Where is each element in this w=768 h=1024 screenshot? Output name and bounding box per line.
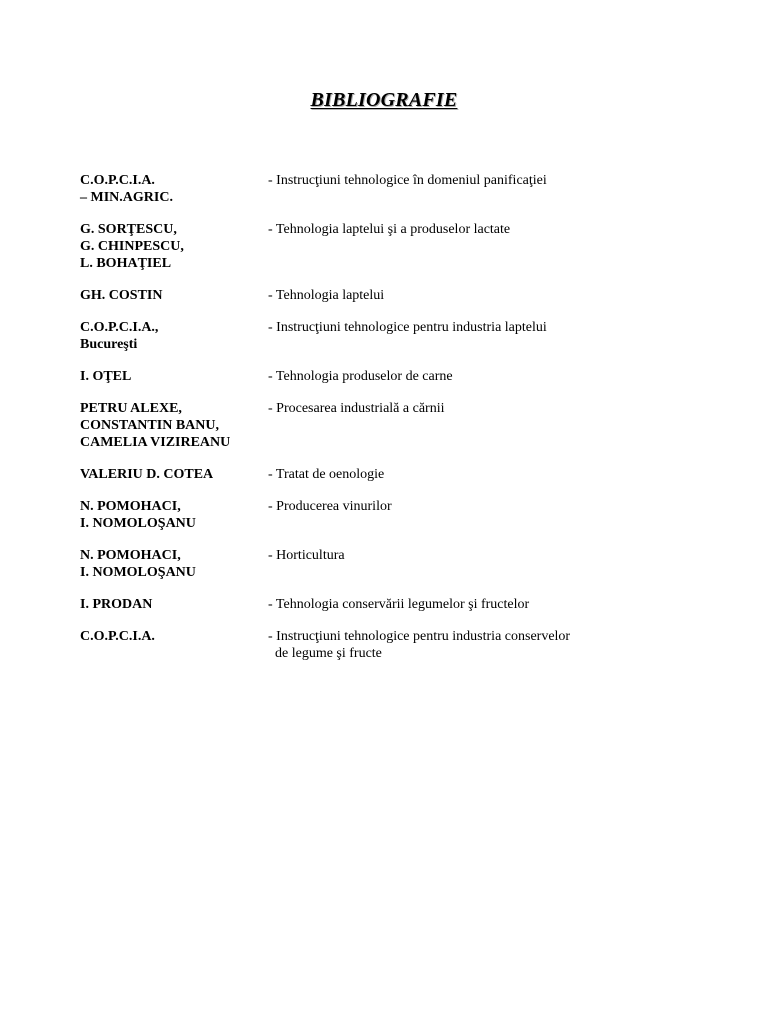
- bibliography-entry: [80, 596, 700, 613]
- author-line: C.O.P.C.I.A.: [80, 173, 155, 188]
- author-line: L. BOHAŢIEL: [80, 256, 172, 271]
- entry-work: [268, 466, 700, 483]
- bibliography-entry: [80, 400, 700, 451]
- entry-authors: [80, 498, 268, 532]
- work-title: - Tehnologia laptelui: [268, 288, 385, 303]
- bibliography-list: [80, 172, 700, 677]
- entry-authors: [80, 172, 268, 206]
- author-line: CAMELIA VIZIREANU: [80, 435, 231, 450]
- work-title: - Tehnologia conservării legumelor şi fructelor: [268, 597, 530, 612]
- author-line: G. SORŢESCU,: [80, 222, 177, 237]
- work-title: - Tehnologia produselor de carne: [268, 369, 453, 384]
- entry-authors: [80, 547, 268, 581]
- author-line: Bucureşti: [80, 337, 138, 352]
- entry-work: [268, 596, 700, 613]
- entry-authors: [80, 596, 268, 613]
- author-line: I. NOMOLOŞANU: [80, 565, 196, 580]
- entry-work: [268, 547, 700, 581]
- bibliography-entry: [80, 466, 700, 483]
- author-line: I. NOMOLOŞANU: [80, 516, 196, 531]
- page-title: BIBLIOGRAFIE: [310, 89, 458, 111]
- author-line: G. CHINPESCU,: [80, 239, 184, 254]
- entry-work: [268, 221, 700, 272]
- author-line: C.O.P.C.I.A.: [80, 629, 155, 644]
- work-title: - Instrucţiuni tehnologice pentru industria conservelor: [268, 629, 571, 644]
- entry-authors: [80, 628, 268, 662]
- work-title: - Instrucţiuni tehnologice pentru industria laptelui: [268, 320, 547, 335]
- work-title: - Tratat de oenologie: [268, 467, 385, 482]
- author-line: C.O.P.C.I.A.,: [80, 320, 159, 335]
- author-line: GH. COSTIN: [80, 288, 163, 303]
- author-line: I. PRODAN: [80, 597, 153, 612]
- bibliography-entry: [80, 368, 700, 385]
- entry-work: [268, 628, 700, 662]
- bibliography-entry: [80, 287, 700, 304]
- entry-work: [268, 172, 700, 206]
- entry-authors: [80, 319, 268, 353]
- entry-authors: [80, 466, 268, 483]
- entry-authors: [80, 368, 268, 385]
- bibliography-entry: [80, 221, 700, 272]
- entry-authors: [80, 400, 268, 451]
- entry-work: [268, 287, 700, 304]
- work-title: - Procesarea industrială a cărnii: [268, 401, 445, 416]
- author-line: I. OŢEL: [80, 369, 132, 384]
- author-line: VALERIU D. COTEA: [80, 467, 214, 482]
- work-title-continuation: de legume şi fructe: [268, 646, 382, 661]
- bibliography-entry: [80, 498, 700, 532]
- work-title: - Horticultura: [268, 548, 345, 563]
- entry-work: [268, 368, 700, 385]
- entry-work: [268, 400, 700, 451]
- entry-authors: [80, 221, 268, 272]
- bibliography-entry: [80, 172, 700, 206]
- work-title: - Producerea vinurilor: [268, 499, 392, 514]
- author-line: PETRU ALEXE,: [80, 401, 182, 416]
- bibliography-entry: [80, 547, 700, 581]
- entry-work: [268, 498, 700, 532]
- work-title: - Instrucţiuni tehnologice în domeniul panificaţiei: [268, 173, 547, 188]
- work-title: - Tehnologia laptelui şi a produselor lactate: [268, 222, 511, 237]
- author-line: – MIN.AGRIC.: [80, 190, 173, 205]
- author-line: N. POMOHACI,: [80, 499, 181, 514]
- entry-work: [268, 319, 700, 353]
- entry-authors: [80, 287, 268, 304]
- bibliography-entry: [80, 628, 700, 662]
- author-line: CONSTANTIN BANU,: [80, 418, 219, 433]
- bibliography-entry: [80, 319, 700, 353]
- author-line: N. POMOHACI,: [80, 548, 181, 563]
